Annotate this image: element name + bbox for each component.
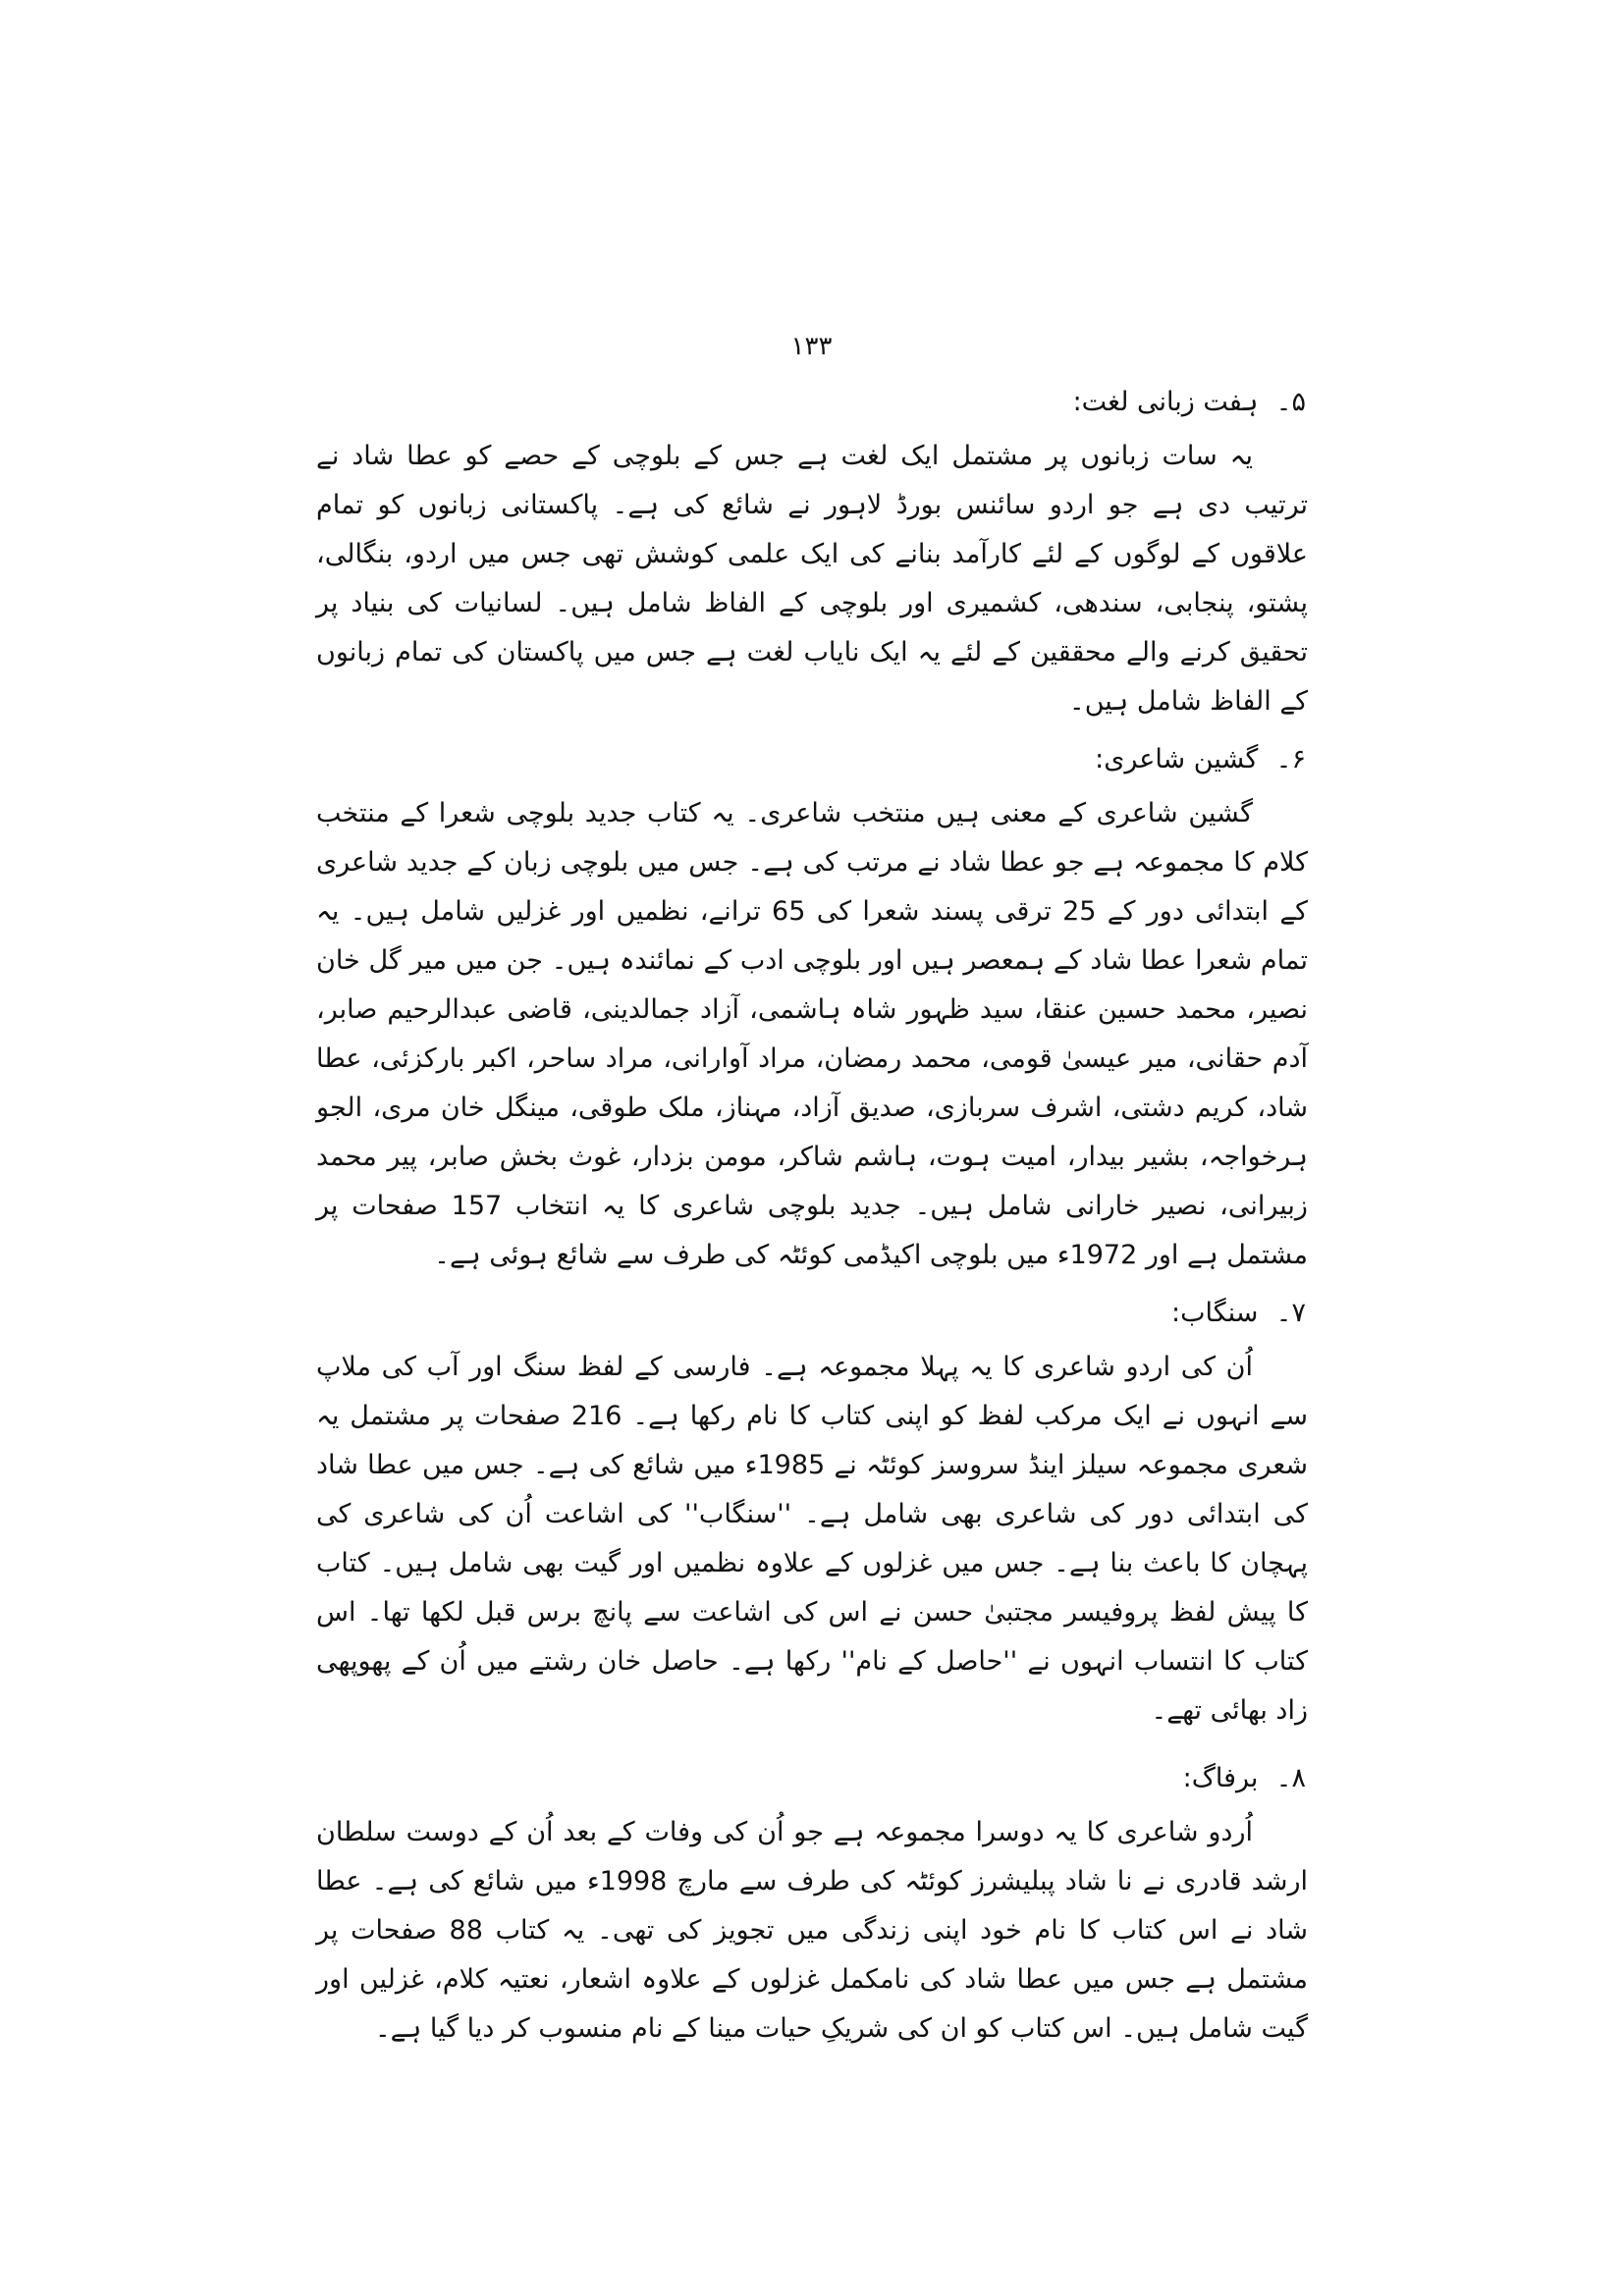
section-sangab [316,1294,1308,1735]
section-paragraph: اُردو شاعری کا یہ دوسرا مجموعہ ہے جو اُن کی وفات کے بعد اُن کے دوست سلطان ارشد قادری نے نا شاد پبلیشرز کوئٹہ کی طرف سے مارچ 1998ء میں شائع کی ہے۔ عطا شاد نے اس کتاب کا نام خود اپنی زندگی میں تجویز کی تھی۔ یہ کتاب 88 صفحات پر مشتمل ہے جس میں عطا شاد کی نامکمل غزلوں کے علاوہ اشعار، نعتیہ کلام، غزلیں اور گیت شامل ہیں۔ اس کتاب کو ان کی شریکِ حیات مینا کے نام منسوب کر دیا گیا ہے۔ [316,1817,1308,2044]
section-heading [316,383,1308,422]
section-heading [316,1759,1308,1798]
section-barfag [316,1759,1308,2054]
section-title: سنگاب: [1170,1298,1259,1328]
section-number: ۶۔ [1275,744,1306,774]
page-content [316,383,1308,2054]
section-haft-zabani-lughat [316,383,1308,726]
section-heading [316,740,1308,779]
section-title: ہفت زبانی لغت: [1072,387,1259,417]
section-paragraph: یہ سات زبانوں پر مشتمل ایک لغت ہے جس کے بلوچی کے حصے کو عطا شاد نے ترتیب دی ہے جو اردو سائنس بورڈ لاہور نے شائع کی ہے۔ پاکستانی زبانوں کو تمام علاقوں کے لوگوں کے لئے کارآمد بنانے کی ایک علمی کوشش تھی جس میں اردو، بنگالی، پشتو، پنجابی، سندھی، کشمیری اور بلوچی کے الفاظ شامل ہیں۔ لسانیات کی بنیاد پر تحقیق کرنے والے محققین کے لئے یہ ایک نایاب لغت ہے جس میں پاکستان کی تمام زبانوں کے الفاظ شامل ہیں۔ [316,441,1308,717]
section-gushin-shairi [316,740,1308,1280]
section-number: ۵۔ [1275,387,1306,417]
section-paragraph: گشین شاعری کے معنی ہیں منتخب شاعری۔ یہ کتاب جدید بلوچی شعرا کے منتخب کلام کا مجموعہ ہے جو عطا شاد نے مرتب کی ہے۔ جس میں بلوچی زبان کے جدید شاعری کے ابتدائی دور کے 25 ترقی پسند شعرا کی 65 ترانے، نظمیں اور غزلیں شامل ہیں۔ یہ تمام شعرا عطا شاد کے ہمعصر ہیں اور بلوچی ادب کے نمائندہ ہیں۔ جن میں میر گل خان نصیر، محمد حسین عنقا، سید ظہور شاہ ہاشمی، آزاد جمالدینی، قاضی عبدالرحیم صابر، آدم حقانی، میر عیسیٰ قومی، محمد رمضان، مراد آوارانی، مراد ساحر، اکبر بارکزئی، عطا شاد، کریم دشتی، اشرف سربازی، صدیق آزاد، مہناز، ملک طوقی، مینگل خان مری، الجو ہرخواجہ، بشیر بیدار، امیت ہوت، ہاشم شاکر، مومن بزدار، غوث بخش صابر، پیر محمد زبیرانی، نصیر خارانی شامل ہیں۔ جدید بلوچی شاعری کا یہ انتخاب 157 صفحات پر مشتمل ہے اور 1972ء میں بلوچی اکیڈمی کوئٹہ کی طرف سے شائع ہوئی ہے۔ [316,798,1308,1270]
section-number: ۸۔ [1275,1763,1306,1793]
section-paragraph: اُن کی اردو شاعری کا یہ پہلا مجموعہ ہے۔ فارسی کے لفظ سنگ اور آب کی ملاپ سے انہوں نے ایک مرکب لفظ کو اپنی کتاب کا نام رکھا ہے۔ 216 صفحات پر مشتمل یہ شعری مجموعہ سیلز اینڈ سروسز کوئٹہ نے 1985ء میں شائع کی ہے۔ جس میں عطا شاد کی ابتدائی دور کی شاعری بھی شامل ہے۔ ''سنگاب'' کی اشاعت اُن کی شاعری کی پہچان کا باعث بنا ہے۔ جس میں غزلوں کے علاوہ نظمیں اور گیت بھی شامل ہیں۔ کتاب کا پیش لفظ پروفیسر مجتبیٰ حسن نے اس کی اشاعت سے پانچ برس قبل لکھا تھا۔ اس کتاب کا انتساب انہوں نے ''حاصل کے نام'' رکھا ہے۔ حاصل خان رشتے میں اُن کے پھوپھی زاد بھائی تھے۔ [316,1352,1308,1726]
section-title: برفاگ: [1182,1763,1259,1793]
section-number: ۷۔ [1275,1298,1306,1328]
section-title: گشین شاعری: [1095,744,1259,774]
page-number: ۱۳۳ [790,332,833,361]
section-heading [316,1294,1308,1333]
